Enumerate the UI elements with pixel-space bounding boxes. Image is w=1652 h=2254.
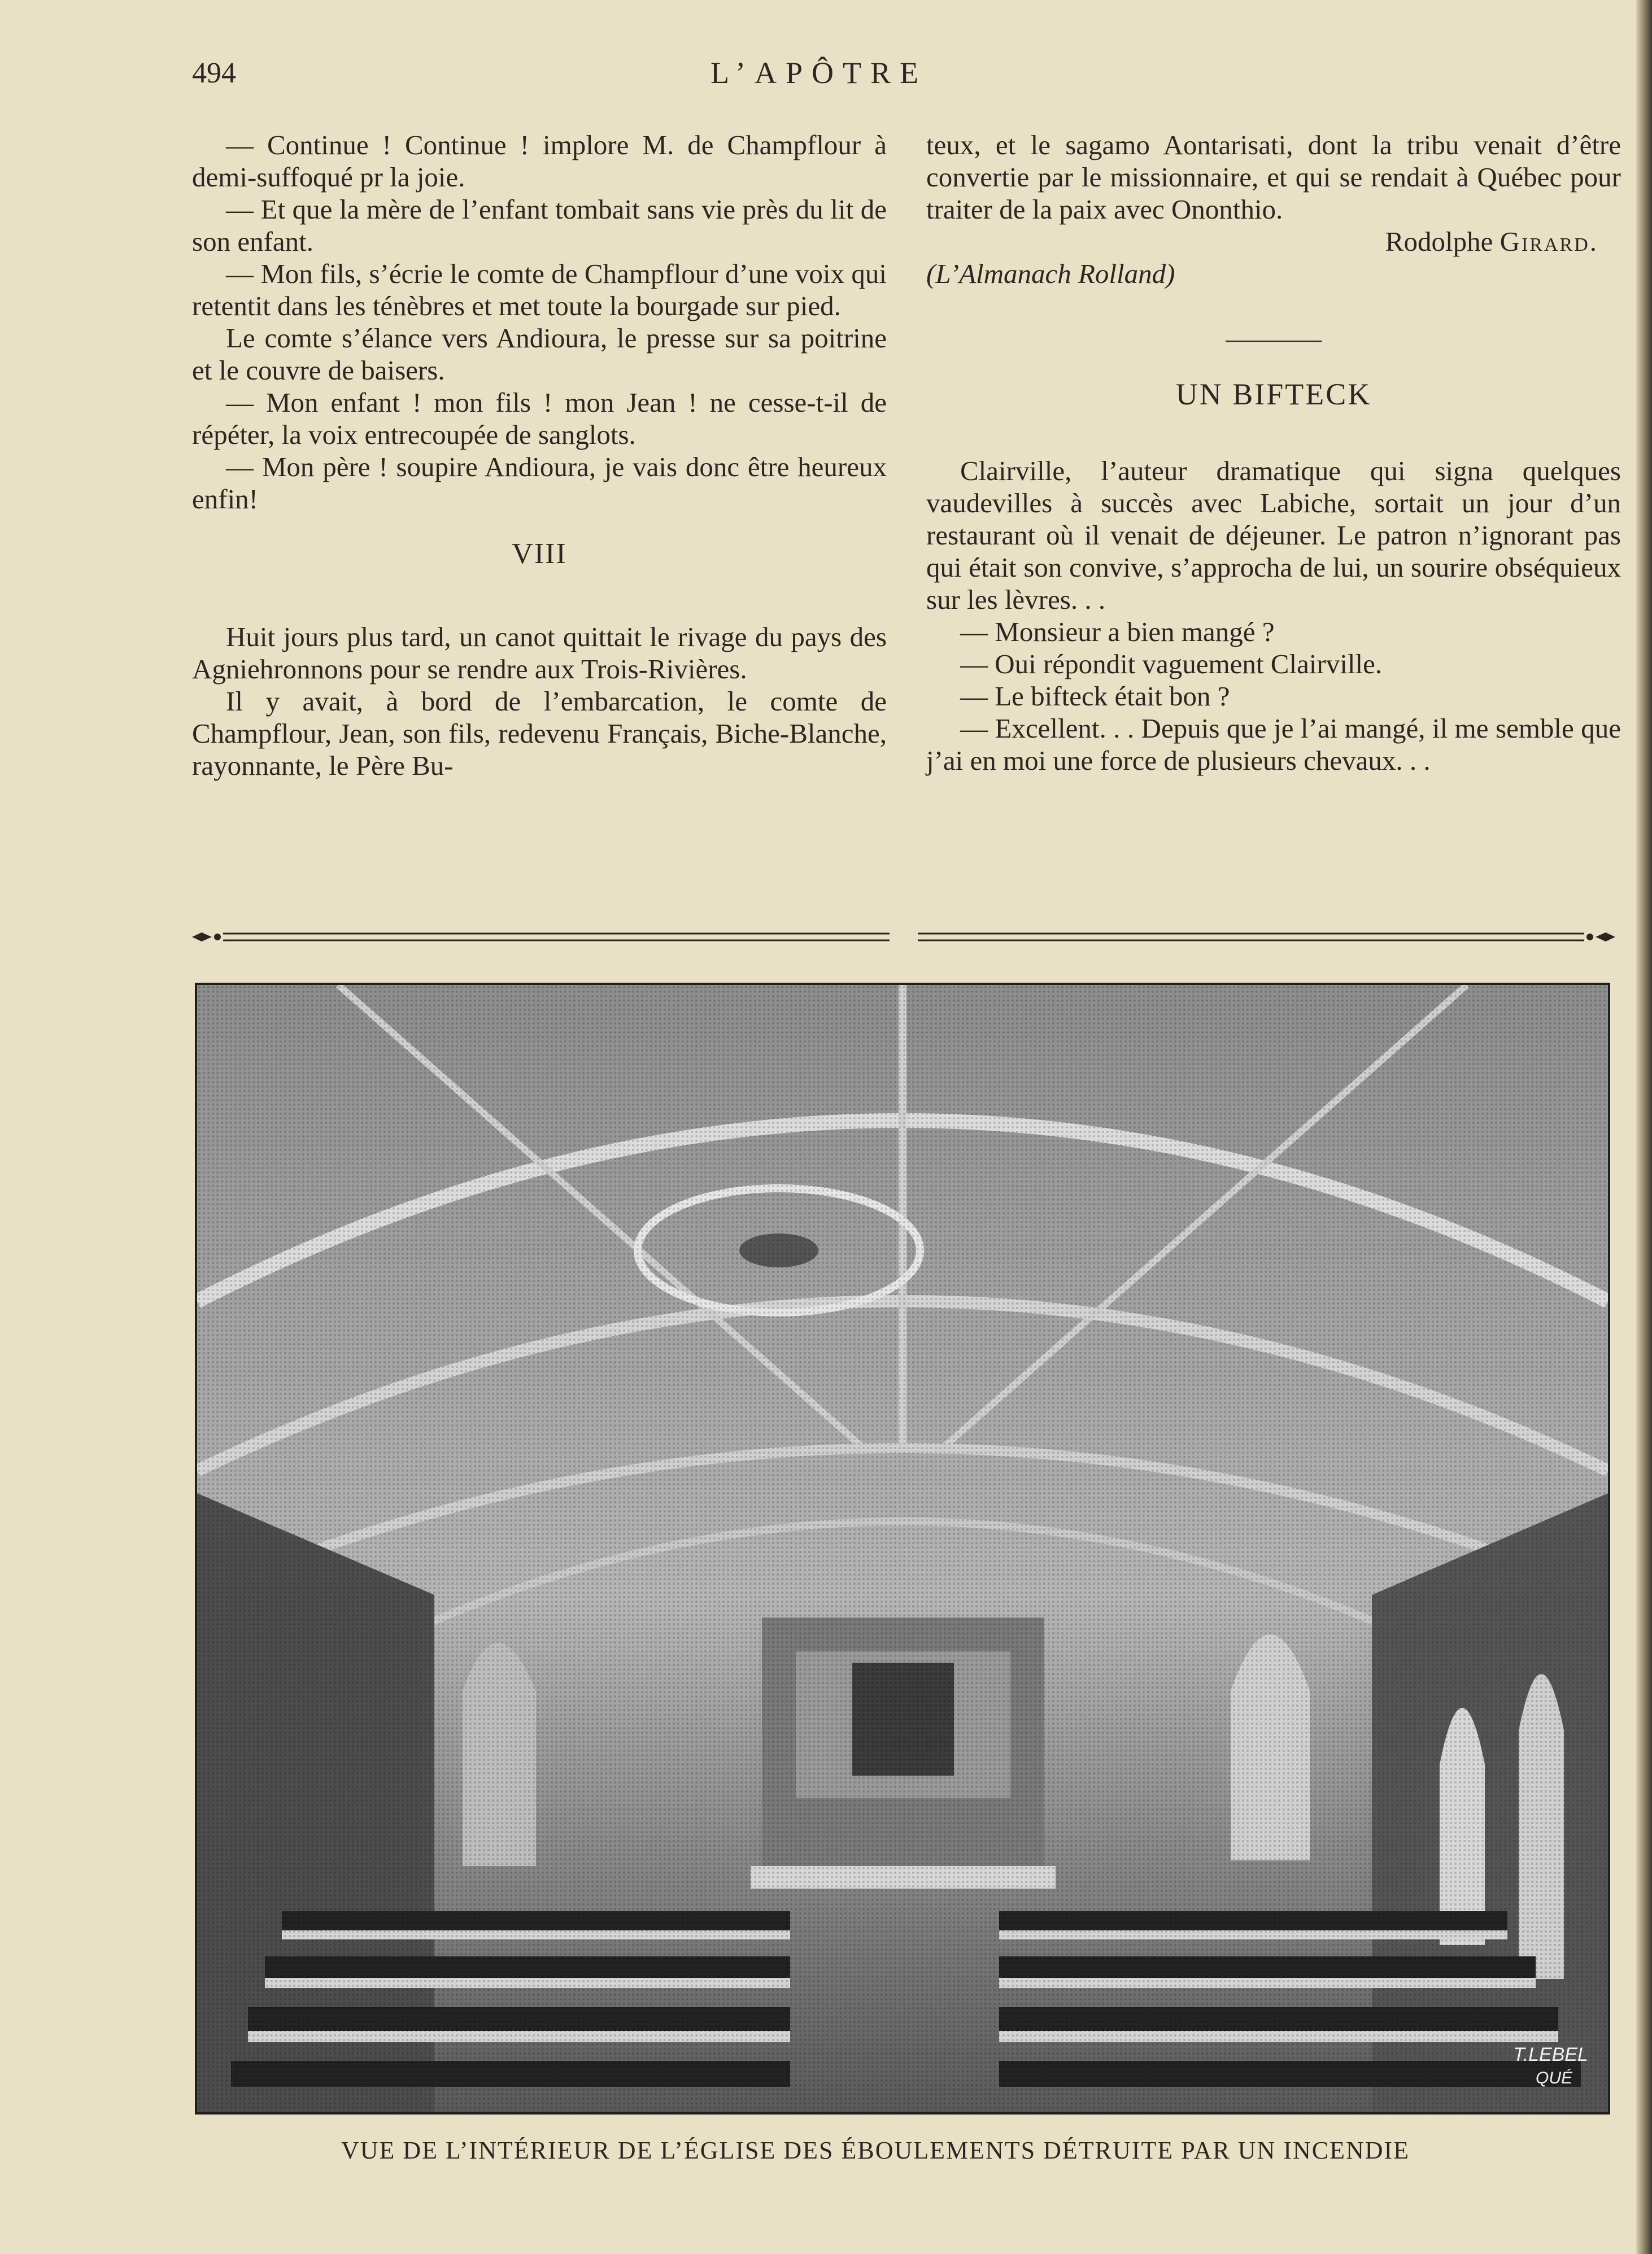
- photo-illustration: [197, 985, 1608, 2112]
- book-spine-shadow: [1636, 0, 1652, 2254]
- paragraph: Le comte s’élance vers Andioura, le presse sur sa poitrine et le couvre de baisers.: [192, 322, 887, 386]
- page-number: 494: [192, 57, 236, 89]
- paragraph: — Oui répondit vaguement Clairville.: [960, 648, 1383, 679]
- paragraph: — Monsieur a bien mangé ?: [960, 616, 1275, 647]
- church-interior-photo: [195, 983, 1610, 2115]
- paragraph: Clairville, l’auteur dramatique qui signa quelques vaudevilles à succès avec Labiche, sortait un jour d’un restaurant où il venait de déjeuner. Le patron n’ignorant pas qui était son convive, s’approcha de lui, un sourire obséquieux sur les lèvres. . .: [926, 455, 1621, 615]
- photo-caption: VUE DE L’INTÉRIEUR DE L’ÉGLISE DES ÉBOULEMENTS DÉTRUITE PAR UN INCENDIE: [341, 2137, 1410, 2164]
- section-divider: [1226, 341, 1322, 342]
- running-title: L’APÔTRE: [710, 56, 928, 90]
- paragraph: — Mon père ! soupire Andioura, je vais donc être heureux enfin!: [192, 451, 887, 515]
- paragraph: Il y avait, à bord de l’embarcation, le comte de Champflour, Jean, son fils, redevenu Français, Biche-Blanche, rayonnante, le Père Bu-: [192, 686, 887, 781]
- section-heading: VIII: [512, 538, 567, 570]
- ornamental-rule: [189, 928, 1618, 947]
- engraver-mark-line2: QUÉ: [1536, 2069, 1573, 2087]
- paragraph: Huit jours plus tard, un canot quittait le rivage du pays des Agniehronnons pour se rendre aux Trois-Rivières.: [192, 621, 887, 685]
- source-citation: (L’Almanach Rolland): [926, 258, 1175, 289]
- paragraph-continuation: teux, et le sagamo Aontarisati, dont la tribu venait d’être convertie par le missionnaire, et qui se rendait à Québec pour traiter de la paix avec Ononthio.: [926, 129, 1621, 225]
- paragraph: — Continue ! Continue ! implore M. de Champflour à demi-suffoqué pr la joie.: [192, 129, 887, 193]
- article-title: UN BIFTECK: [1175, 377, 1372, 411]
- author-first-name: Rodolphe: [1385, 226, 1493, 257]
- right-column: [926, 129, 1621, 777]
- author-signature: [926, 225, 1621, 258]
- paragraph: — Le bifteck était bon ?: [960, 681, 1230, 712]
- paragraph: — Et que la mère de l’enfant tombait sans vie près du lit de son enfant.: [192, 194, 887, 257]
- paragraph: — Mon fils, s’écrie le comte de Champflour d’une voix qui retentit dans les ténèbres et met toute la bourgade sur pied.: [192, 258, 887, 321]
- engraver-mark-line1: T.LEBEL: [1513, 2044, 1588, 2065]
- paragraph: — Excellent. . . Depuis que je l’ai mangé, il me semble que j’ai en moi une force de plusieurs chevaux. . .: [926, 713, 1621, 776]
- paragraph: — Mon enfant ! mon fils ! mon Jean ! ne cesse-t-il de répéter, la voix entrecoupée de sanglots.: [192, 387, 887, 450]
- left-column: [192, 129, 887, 782]
- author-last-name: Girard.: [1500, 226, 1598, 257]
